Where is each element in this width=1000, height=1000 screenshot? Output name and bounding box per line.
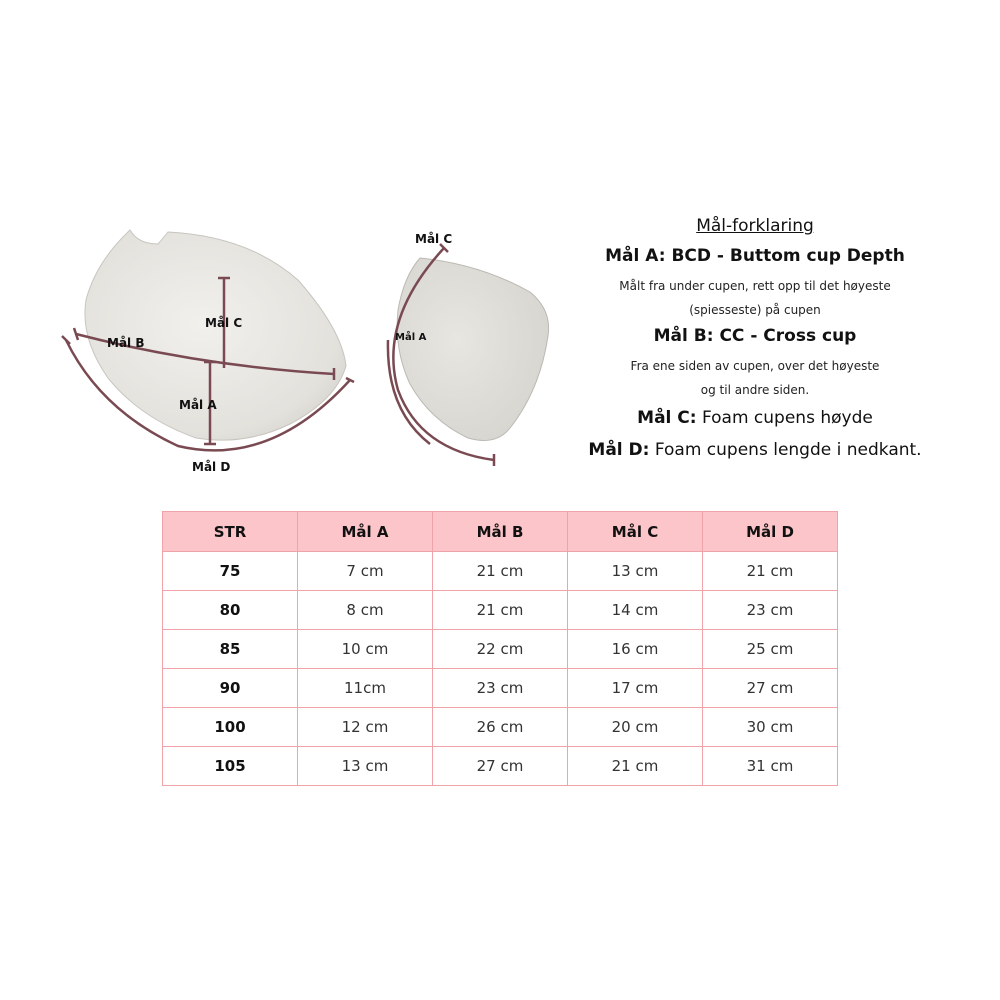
table-row <box>163 669 838 708</box>
right-label-c: Mål C <box>415 232 453 246</box>
legend-b-value: CC - Cross cup <box>713 326 857 346</box>
right-cup-shape <box>397 258 548 440</box>
cell-mal-a: 13 cm <box>298 747 433 786</box>
legend-b-desc-1: Fra ene siden av cupen, over det høyeste <box>630 359 880 373</box>
legend-a-key: Mål A: <box>605 246 666 266</box>
legend-b-description <box>580 354 930 402</box>
cell-mal-c: 17 cm <box>568 669 703 708</box>
left-foam-cup <box>62 230 354 474</box>
table-row <box>163 630 838 669</box>
legend-c-key: Mål C: <box>637 408 697 428</box>
left-label-d: Mål D <box>192 460 231 474</box>
legend-a-desc-1: Målt fra under cupen, rett opp til det høyeste <box>619 279 891 293</box>
cell-str: 90 <box>163 669 298 708</box>
cell-mal-b: 22 cm <box>433 630 568 669</box>
cell-mal-c: 21 cm <box>568 747 703 786</box>
cell-mal-d: 27 cm <box>703 669 838 708</box>
size-table <box>162 511 838 786</box>
cell-mal-a: 8 cm <box>298 591 433 630</box>
header-mal-a: Mål A <box>298 512 433 552</box>
legend-b-desc-2: og til andre siden. <box>700 383 810 397</box>
legend-c-line <box>580 408 930 428</box>
cell-mal-a: 10 cm <box>298 630 433 669</box>
table-row <box>163 552 838 591</box>
cell-mal-a: 11cm <box>298 669 433 708</box>
header-str: STR <box>163 512 298 552</box>
cell-str: 100 <box>163 708 298 747</box>
header-mal-d: Mål D <box>703 512 838 552</box>
table-row <box>163 747 838 786</box>
legend-title: Mål-forklaring <box>696 216 814 236</box>
cell-mal-d: 25 cm <box>703 630 838 669</box>
cell-str: 80 <box>163 591 298 630</box>
legend-a-heading <box>580 246 930 266</box>
left-label-c: Mål C <box>205 316 243 330</box>
left-label-a: Mål A <box>179 398 217 412</box>
cell-mal-d: 31 cm <box>703 747 838 786</box>
cell-mal-b: 23 cm <box>433 669 568 708</box>
legend-d-key: Mål D: <box>588 440 650 460</box>
table-row <box>163 708 838 747</box>
cell-mal-d: 21 cm <box>703 552 838 591</box>
legend-a-desc-2: (spiesseste) på cupen <box>689 303 821 317</box>
right-foam-cup <box>388 232 549 466</box>
left-label-b: Mål B <box>107 336 145 350</box>
cell-mal-c: 16 cm <box>568 630 703 669</box>
legend-c-value: Foam cupens høyde <box>696 408 873 428</box>
cell-mal-b: 21 cm <box>433 591 568 630</box>
legend-b-key: Mål B: <box>653 326 714 346</box>
cell-mal-c: 14 cm <box>568 591 703 630</box>
cell-mal-c: 20 cm <box>568 708 703 747</box>
cell-mal-c: 13 cm <box>568 552 703 591</box>
header-mal-b: Mål B <box>433 512 568 552</box>
header-mal-c: Mål C <box>568 512 703 552</box>
right-label-a: Mål A <box>395 332 427 343</box>
legend-a-description <box>580 274 930 322</box>
cell-mal-d: 30 cm <box>703 708 838 747</box>
table-header-row <box>163 512 838 552</box>
legend-d-value: Foam cupens lengde i nedkant. <box>649 440 922 460</box>
table-row <box>163 591 838 630</box>
legend-b-heading <box>580 326 930 346</box>
cell-mal-d: 23 cm <box>703 591 838 630</box>
cell-mal-a: 12 cm <box>298 708 433 747</box>
cell-mal-a: 7 cm <box>298 552 433 591</box>
cell-str: 85 <box>163 630 298 669</box>
cell-mal-b: 26 cm <box>433 708 568 747</box>
cell-str: 75 <box>163 552 298 591</box>
measurement-legend <box>580 212 930 472</box>
cell-str: 105 <box>163 747 298 786</box>
cell-mal-b: 27 cm <box>433 747 568 786</box>
legend-a-value: BCD - Buttom cup Depth <box>665 246 905 266</box>
cell-mal-b: 21 cm <box>433 552 568 591</box>
legend-d-line <box>580 440 930 460</box>
